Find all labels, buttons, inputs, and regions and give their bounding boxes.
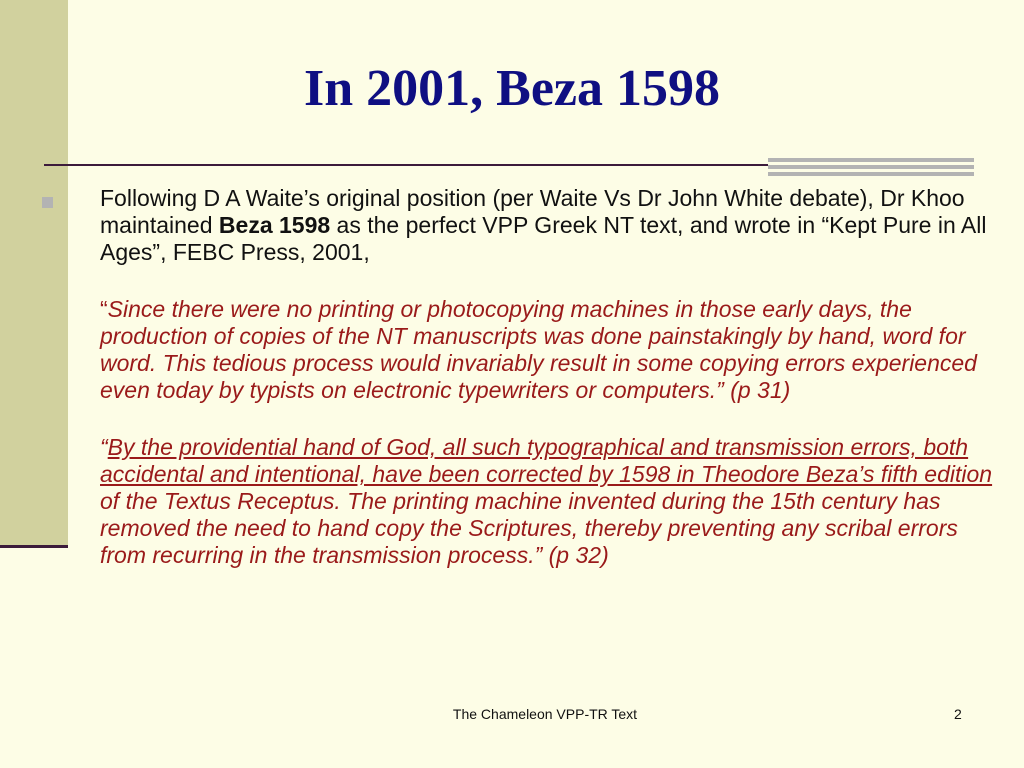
intro-text: Following D A Waite’s original position (per Waite Vs Dr John White debate), Dr Khoo maintained xyxy=(100,185,965,238)
decorative-rule xyxy=(768,172,974,176)
page-number: 2 xyxy=(954,706,962,722)
square-bullet-icon xyxy=(42,197,53,208)
quote-text: of the Textus Receptus. The printing machine invented during the 15th century has removed the need to hand copy the Scriptures, thereby preventing any scribal errors from recurring in the transmission process.” (p 32) xyxy=(100,488,958,568)
slide-title: In 2001, Beza 1598 xyxy=(304,60,720,117)
quote-text: Since there were no printing or photocopying machines in those early days, the production of copies of the NT manuscripts was done painstakingly by hand, word for word. This tedious process would invariably result in some copying errors experienced even today by typists on electronic typewriters or computers.” (p 31) xyxy=(100,296,977,403)
intro-bold-text: Beza 1598 xyxy=(218,212,331,238)
title-divider xyxy=(44,164,768,166)
quote-paragraph-1 xyxy=(100,296,1000,404)
decorative-rule xyxy=(768,158,974,162)
decorative-rule xyxy=(768,165,974,169)
slide-footer: The Chameleon VPP-TR Text xyxy=(452,706,638,722)
intro-paragraph xyxy=(100,185,1000,266)
quote-open-mark: “ xyxy=(100,296,108,322)
slide-body xyxy=(100,185,1000,569)
quote-open-mark: “ xyxy=(100,434,108,460)
intro-text-cont: as the perfect VPP Greek NT text, and wrote in “Kept Pure in All Ages”, FEBC Press, 2001, xyxy=(100,212,987,265)
quote-paragraph-2 xyxy=(100,434,1000,569)
left-accent-line xyxy=(0,545,68,548)
quote-underlined-text: By the providential hand of God, all such typographical and transmission errors, both accidental and intentional, have been corrected by 1598 in Theodore Beza’s fifth edition xyxy=(100,434,993,487)
